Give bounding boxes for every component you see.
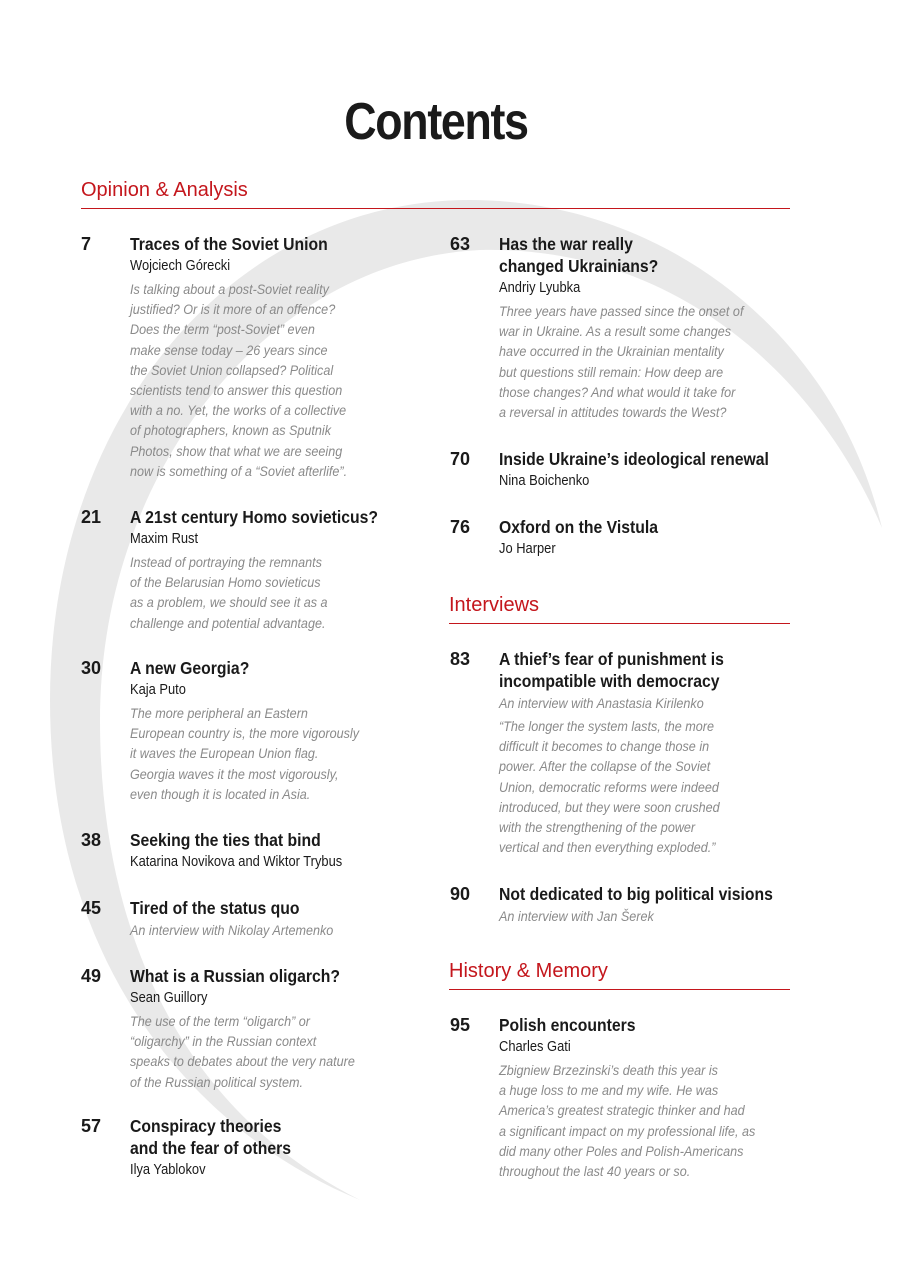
toc-entry[interactable] <box>450 648 789 857</box>
page-number: 21 <box>81 507 102 527</box>
article-author: Maxim Rust <box>130 530 199 547</box>
article-author: Katarina Novikova and Wiktor Trybus <box>130 853 343 870</box>
article-author: Nina Boichenko <box>499 472 590 489</box>
article-author: Jo Harper <box>499 540 556 557</box>
interview-subject: An interview with Nikolay Artemenko <box>130 922 334 938</box>
article-author: Sean Guillory <box>130 989 208 1006</box>
article-title[interactable]: Oxford on the Vistula <box>499 517 658 537</box>
toc-entry[interactable] <box>450 233 789 422</box>
toc-entry[interactable] <box>81 657 420 804</box>
page-number: 76 <box>450 517 471 537</box>
toc-entry[interactable] <box>450 1014 789 1181</box>
page-title: Contents <box>344 93 528 151</box>
page-number: 38 <box>81 830 102 850</box>
toc-entry[interactable] <box>450 448 789 492</box>
article-title[interactable]: A 21st century Homo sovieticus? <box>130 507 378 527</box>
article-author: Wojciech Górecki <box>130 257 231 274</box>
article-summary: Is talking about a post-Soviet reality justified? Or is it more of an offence? Does the term “post-Soviet” even make sense today – 26 years since the Soviet Union collapsed? Political scientists tend to answer this question with a no. Yet, the works of a collective of photographers, known as Sputnik Photos, show that what we are seeing now is something of a “Soviet afterlife”. <box>130 281 348 479</box>
article-summary: The use of the term “oligarch” or “oligarchy” in the Russian context speaks to debates about the very nature of the Russian political system. <box>130 1013 355 1090</box>
toc-entry[interactable] <box>81 506 420 633</box>
toc-entry[interactable] <box>450 883 789 927</box>
section-interviews: Interviews <box>449 593 790 624</box>
article-summary: Zbigniew Brzezinski’s death this year is a huge loss to me and my wife. He was America’s greatest strategic thinker and had a significant impact on my professional life, as did many other Poles and Polish-Americans throughout the last 40 years or so. <box>499 1062 756 1180</box>
page-number: 90 <box>450 884 471 904</box>
page-number: 30 <box>81 658 102 678</box>
article-summary: Three years have passed since the onset of war in Ukraine. As a result some changes have occurred in the Ukrainian mentality but questions still remain: How deep are those changes? And what would it take for a reversal in attitudes towards the West? <box>499 303 744 421</box>
page-number: 95 <box>450 1015 471 1035</box>
interview-subject: An interview with Anastasia Kirilenko <box>499 695 704 711</box>
article-title[interactable]: What is a Russian oligarch? <box>130 966 341 986</box>
toc-entry[interactable] <box>81 233 420 481</box>
page-number: 83 <box>450 649 471 669</box>
section-opinion-analysis: Opinion & Analysis <box>81 178 790 209</box>
article-author: Kaja Puto <box>130 681 186 698</box>
toc-entry[interactable] <box>450 516 789 560</box>
article-title[interactable]: Inside Ukraine’s ideological renewal <box>499 449 769 469</box>
section-history-memory: History & Memory <box>449 959 790 990</box>
toc-entry[interactable] <box>81 897 420 941</box>
article-title[interactable]: A thief’s fear of punishment is incompatible with democracy <box>499 649 724 691</box>
article-summary: Instead of portraying the remnants of the Belarusian Homo sovieticus as a problem, we should see it as a challenge and potential advantage. <box>130 554 328 631</box>
page-number: 63 <box>450 234 471 254</box>
page-number: 57 <box>81 1116 102 1136</box>
article-author: Ilya Yablokov <box>130 1161 206 1178</box>
toc-entry[interactable] <box>81 829 420 873</box>
article-title[interactable]: Traces of the Soviet Union <box>130 234 328 254</box>
page-number: 7 <box>81 234 92 254</box>
article-author: Charles Gati <box>499 1038 571 1055</box>
article-summary: The more peripheral an Eastern European country is, the more vigorously it waves the European Union flag. Georgia waves it the most vigorously, even though it is located in Asia. <box>130 705 360 802</box>
page-number: 49 <box>81 966 102 986</box>
article-title[interactable]: Has the war really changed Ukrainians? <box>499 234 659 276</box>
article-author: Andriy Lyubka <box>499 279 581 296</box>
article-title[interactable]: Seeking the ties that bind <box>130 830 321 850</box>
interview-subject: An interview with Jan Šerek <box>499 908 654 924</box>
article-title[interactable]: Tired of the status quo <box>130 898 300 918</box>
article-summary: “The longer the system lasts, the more difficult it becomes to change those in power. After the collapse of the Soviet Union, democratic reforms were indeed introduced, but they were soon crushed with the strengthening of the power vertical and then everything exploded.” <box>499 718 720 856</box>
article-title[interactable]: Conspiracy theories and the fear of others <box>130 1116 292 1158</box>
toc-entry[interactable] <box>81 1115 420 1181</box>
article-title[interactable]: Polish encounters <box>499 1015 636 1035</box>
article-title[interactable]: A new Georgia? <box>130 658 250 678</box>
page-number: 70 <box>450 449 471 469</box>
article-title[interactable]: Not dedicated to big political visions <box>499 884 773 904</box>
page-number: 45 <box>81 898 102 918</box>
toc-entry[interactable] <box>81 965 420 1092</box>
